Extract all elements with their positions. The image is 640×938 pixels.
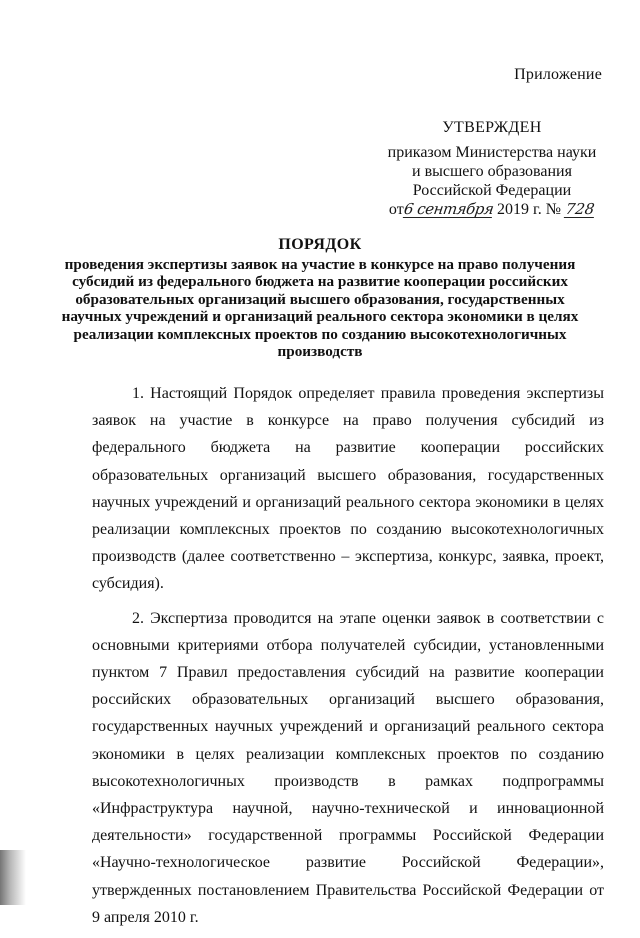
title-subtitle: проведения экспертизы заявок на участие в конкурсе на право получения субсидий из федерального бюджета на развитие кооперации российских образовательных организаций высшего образования, государственных научных учреждений и организаций реального сектора экономики в целях реализации комплексных проектов по созданию высокотехнологичных производств <box>61 255 579 360</box>
year-and-number-label: 2019 г. № <box>497 201 562 218</box>
handwritten-order-number: 728 <box>564 200 596 218</box>
handwritten-date: 6 сентября <box>402 200 495 218</box>
scan-edge-shadow <box>0 850 26 905</box>
approval-line-education: и высшего образования <box>412 163 572 180</box>
document-title <box>60 236 580 361</box>
approval-line-ministry: приказом Министерства науки <box>387 144 597 161</box>
approval-block <box>372 118 612 219</box>
order-date-line <box>372 200 612 219</box>
title-heading: ПОРЯДОК <box>278 236 362 253</box>
paragraph-1: 1. Настоящий Порядок определяет правила проведения экспертизы заявок на участие в конкурсе на право получения субсидий из федерального бюджета на развитие кооперации российских образовательных организаций высшего образования, государственных научных учреждений и организаций реального сектора экономики в целях реализации комплексных проектов по созданию высокотехнологичных производств (далее соответственно – экспертиза, конкурс, заявка, проект, субсидия). <box>92 385 604 593</box>
approved-heading: УТВЕРЖДЕН <box>442 119 542 136</box>
document-body <box>92 380 604 938</box>
appendix-label: Приложение <box>514 66 602 83</box>
approval-line-federation: Российской Федерации <box>412 182 572 199</box>
date-prefix: от <box>388 201 404 218</box>
paragraph-2: 2. Экспертиза проводится на этапе оценки заявок в соответствии с основными критериями отбора получателей субсидии, установленными пунктом 7 Правил предоставления субсидий на развитие кооперации российских образовательных организаций высшего образования, государственных научных учреждений и организаций реального сектора экономики в целях реализации комплексных проектов по созданию высокотехнологичных производств в рамках подпрограммы «Инфраструктура научной, научно-технической и инновационной деятельности» государственной программы Российской Федерации «Научно-технологическое развитие Российской Федерации», утвержденных постановлением Правительства Российской Федерации от 9 апреля 2010 г. <box>92 609 604 926</box>
